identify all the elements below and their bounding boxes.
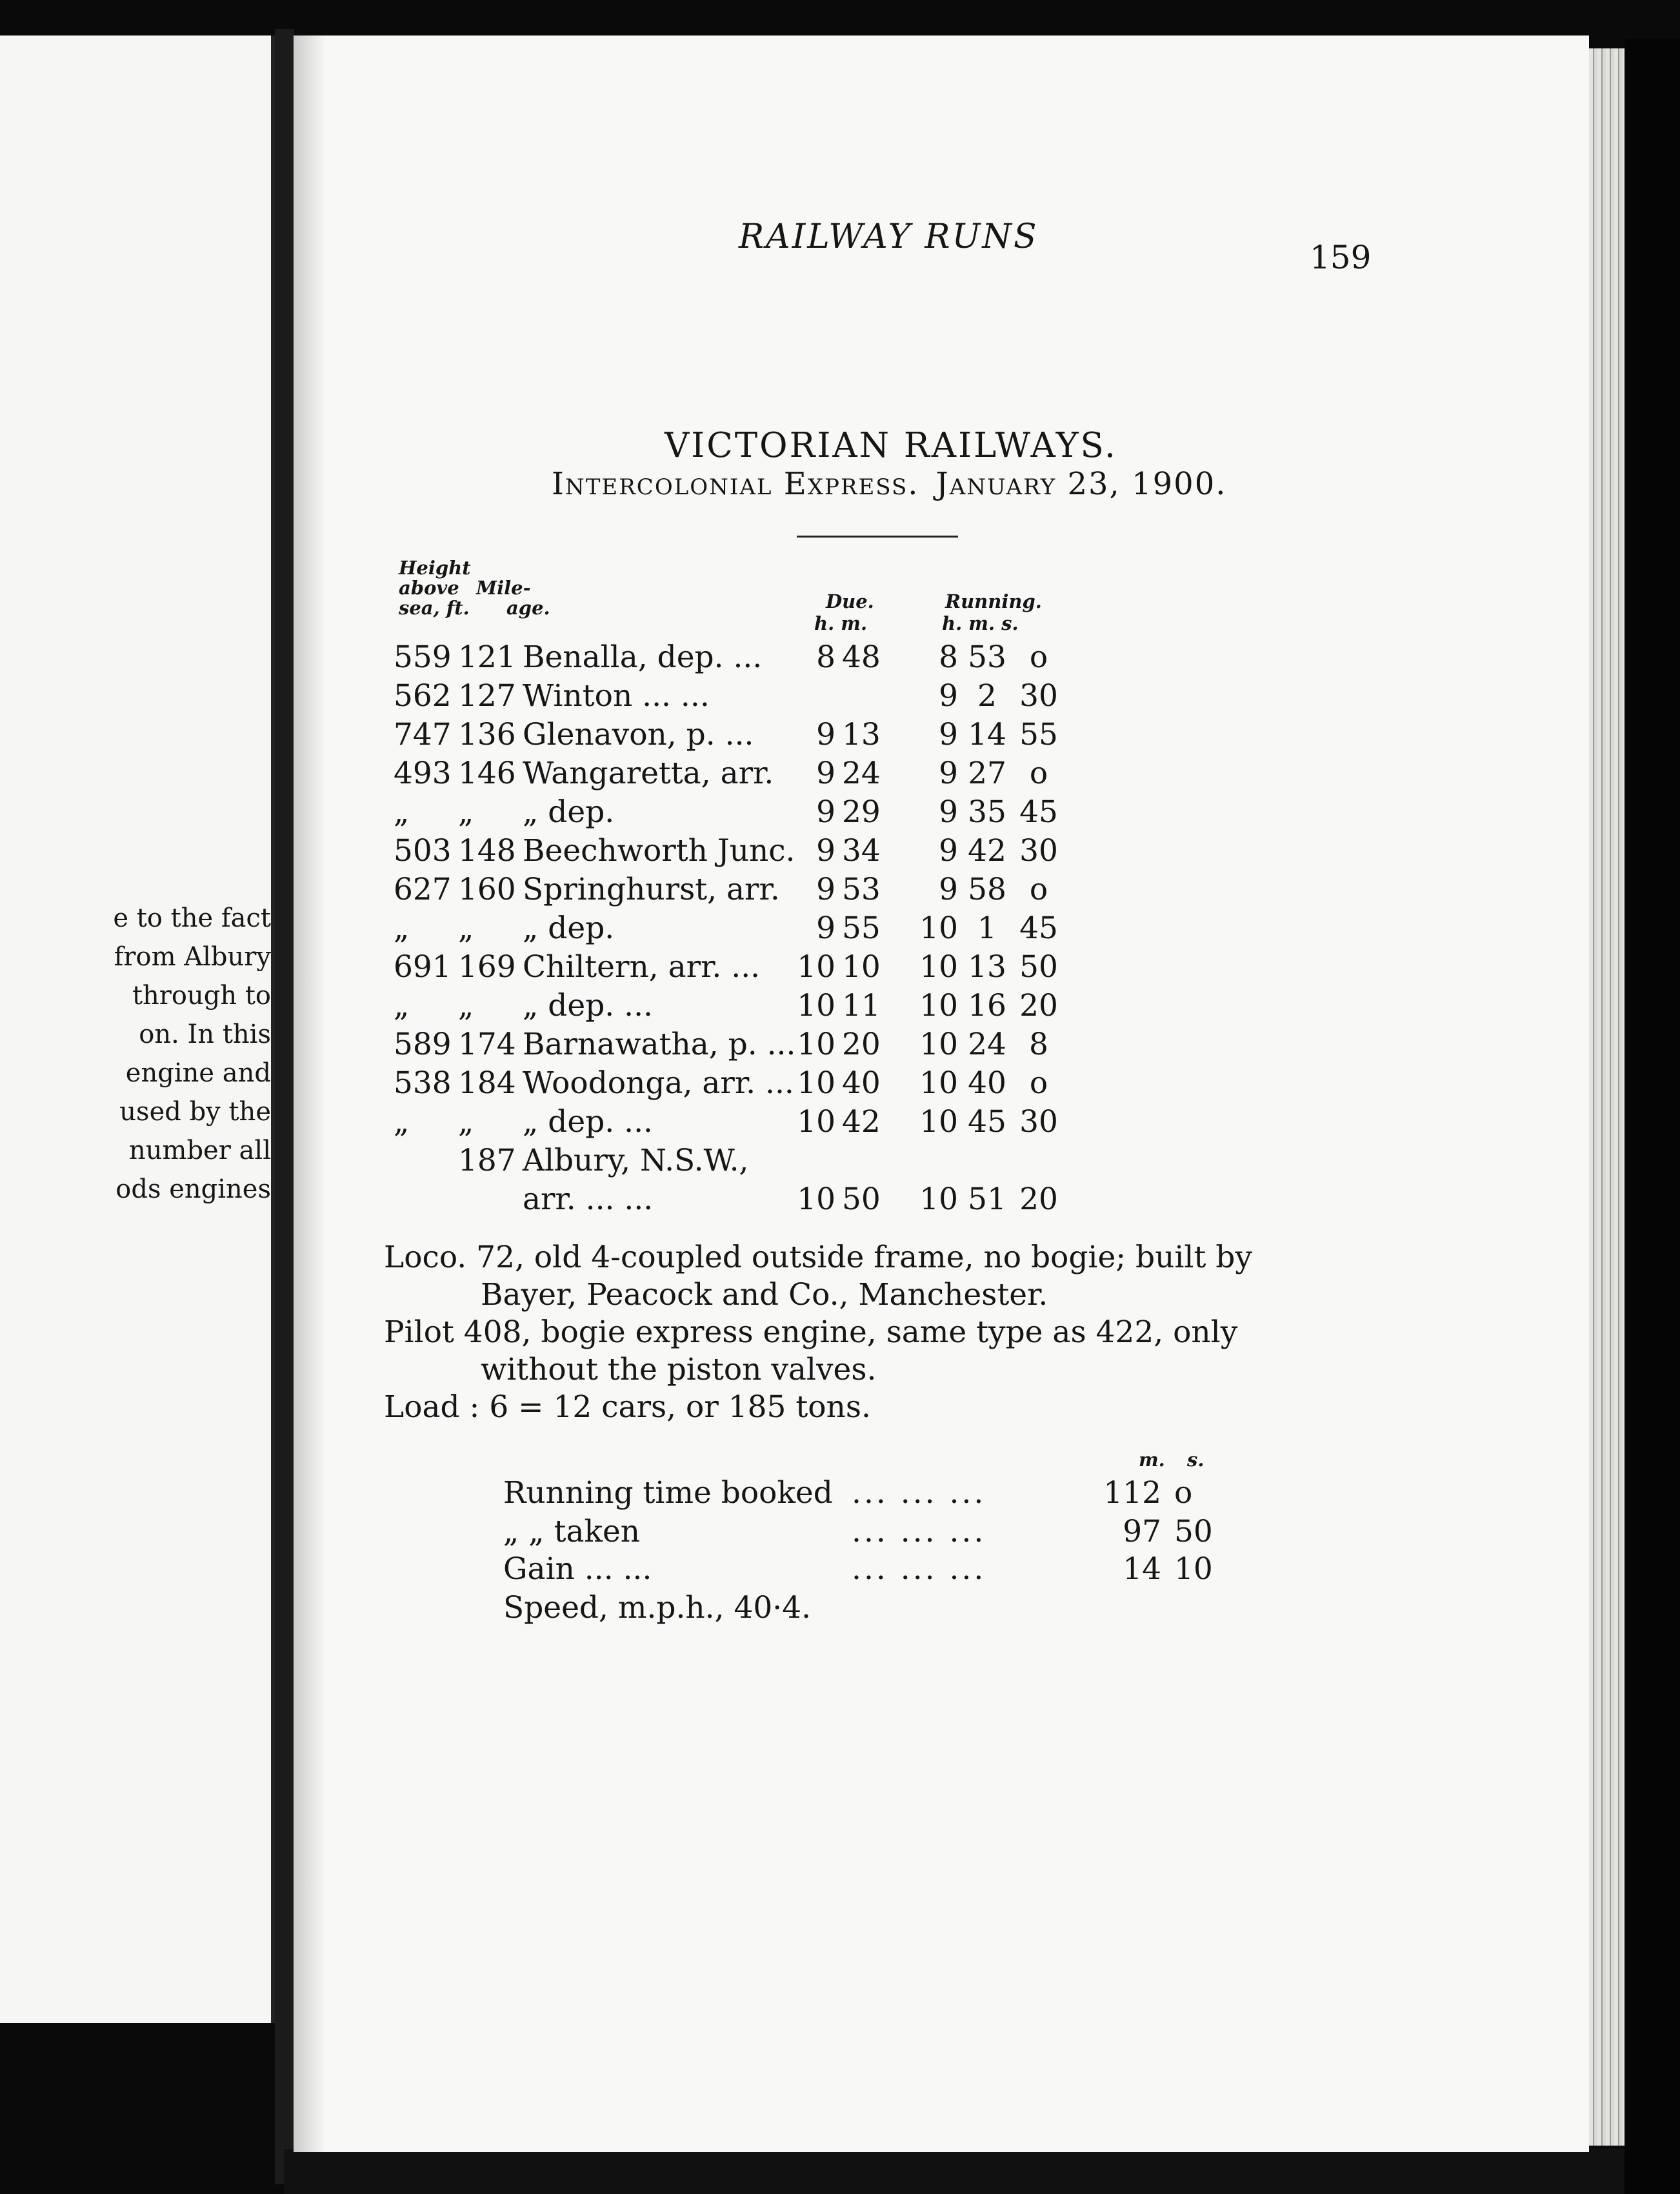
cell-due-hours: 9 [816,756,835,791]
stats-seconds: o [1174,1475,1193,1511]
cell-mileage: „ [458,911,474,946]
cell-running-hours: 9 [939,872,958,907]
left-page-line: from Albury [114,942,271,972]
table-row [0,755,1290,794]
left-page-line: ods engines [115,1174,271,1204]
cell-running-minutes: 14 [968,717,1006,752]
cell-due-hours: 10 [797,988,835,1023]
cell-running-hours: 10 [919,1027,958,1062]
cell-mileage: 174 [458,1027,516,1062]
stats-leader-dots: ... ... ... [852,1551,986,1587]
table-row [0,1181,1290,1220]
cell-mileage: 146 [458,756,516,791]
header-running: Running. [945,590,1042,612]
cell-station: Barnawatha, p. ... [523,1027,796,1062]
notes [384,1239,1352,1426]
left-page-line: engine and [125,1058,271,1088]
cell-running-seconds: 20 [1019,988,1058,1023]
cell-station: „ dep. [523,911,615,946]
cell-running-minutes: 51 [968,1182,1006,1217]
page-edges [1589,48,1625,2146]
cell-height: „ [394,1104,410,1140]
cell-running-seconds: o [1029,756,1048,791]
cell-due-hours: 9 [816,717,835,752]
cell-mileage: „ [458,988,474,1023]
stats-minutes: 112 [1103,1475,1161,1511]
stats-minutes: 97 [1123,1514,1161,1549]
cell-running-minutes: 58 [968,872,1006,907]
cell-mileage: 127 [458,678,516,714]
cell-station: „ dep. ... [523,1104,653,1140]
cell-mileage: „ [458,794,474,830]
left-page-line: number all [129,1136,271,1165]
stats-leader-dots: ... ... ... [852,1475,986,1511]
cell-running-seconds: o [1029,872,1048,907]
cell-running-hours: 10 [919,1065,958,1101]
cell-mileage: 148 [458,833,516,869]
table-row [0,1142,1290,1181]
cell-due-minutes: 11 [842,988,881,1023]
cell-station: Albury, N.S.W., [523,1143,749,1178]
cell-running-hours: 10 [919,1182,958,1217]
cell-running-seconds: 30 [1019,1104,1058,1140]
left-page-line: e to the fact [113,903,271,933]
cell-station: „ dep. ... [523,988,653,1023]
cell-running-hours: 9 [939,833,958,869]
cell-running-minutes: 35 [968,794,1006,830]
cell-due-minutes: 50 [842,1182,881,1217]
cell-running-hours: 10 [919,911,958,946]
note-pilot: Pilot 408, bogie express engine, same type as 422, only without the piston valves. [384,1314,1238,1387]
cell-due-hours: 9 [816,872,835,907]
cell-mileage: „ [458,1104,474,1140]
cell-due-hours: 9 [816,911,835,946]
page-number: 159 [1310,239,1372,276]
header-sea-ft: sea, ft. [399,597,470,619]
table-row [0,794,1290,832]
note-loco: Loco. 72, old 4-coupled outside frame, no bogie; built by Bayer, Peacock and Co., Manchester. [384,1240,1252,1313]
cell-mileage: 121 [458,639,516,675]
stats-label: Running time booked [503,1475,833,1511]
cell-mileage: 136 [458,717,516,752]
cell-height: „ [394,911,410,946]
section-title: VICTORIAN RAILWAYS. [665,426,1117,465]
cell-running-minutes: 1 [977,911,997,946]
cell-running-hours: 9 [939,678,958,714]
cell-due-minutes: 55 [842,911,881,946]
cell-running-seconds: 8 [1029,1027,1048,1062]
cell-height: 538 [394,1065,452,1101]
cell-running-seconds: 55 [1019,717,1058,752]
cell-running-hours: 9 [939,717,958,752]
cell-station: Chiltern, arr. ... [523,949,761,985]
cell-running-minutes: 16 [968,988,1006,1023]
cell-running-seconds: 20 [1019,1182,1058,1217]
cell-height: 589 [394,1027,452,1062]
cell-running-seconds: 50 [1019,949,1058,985]
train-name: Intercolonial Express. [552,466,919,502]
cell-due-hours: 9 [816,833,835,869]
cell-station: Beechworth Junc. [523,833,795,869]
left-page-line: through to [132,981,271,1011]
table-row [0,910,1290,949]
stats-row [503,1551,1277,1589]
cell-running-minutes: 24 [968,1027,1006,1062]
cell-height: 691 [394,949,452,985]
run-date: January 23, 1900. [935,466,1227,502]
cell-running-seconds: 45 [1019,794,1058,830]
cell-due-minutes: 48 [842,639,881,675]
cell-running-minutes: 13 [968,949,1006,985]
stats-label: „ „ taken [503,1514,641,1549]
cell-running-minutes: 2 [977,678,997,714]
cell-due-minutes: 53 [842,872,881,907]
table-row [0,1103,1290,1142]
cell-height: „ [394,988,410,1023]
cell-height: 562 [394,678,452,714]
cell-station: Springhurst, arr. [523,872,780,907]
cell-due-hours: 10 [797,1104,835,1140]
stats-leader-dots: ... ... ... [852,1514,986,1549]
stats-label: Gain ... ... [503,1551,652,1587]
header-above: above [399,577,459,599]
stats-minutes: 14 [1123,1551,1161,1587]
cell-due-hours: 10 [797,949,835,985]
cell-height: 627 [394,872,452,907]
header-height: Height [399,557,471,579]
cell-running-minutes: 27 [968,756,1006,791]
cell-running-hours: 10 [919,949,958,985]
table-row [0,832,1290,871]
table-row [0,1065,1290,1103]
header-due: Due. [826,590,874,612]
table-row [0,871,1290,910]
cell-station: arr. ... ... [523,1182,654,1217]
cell-height: 493 [394,756,452,791]
cell-running-seconds: o [1029,639,1048,675]
cell-station: Winton ... ... [523,678,710,714]
running-head: RAILWAY RUNS [739,217,1039,256]
stats-unit-m: m. [1139,1449,1165,1471]
left-page-line: on. In this [139,1020,271,1049]
cell-station: Glenavon, p. ... [523,717,754,752]
stats-label: Speed, m.p.h., 40·4. [503,1590,812,1625]
cell-due-hours: 8 [816,639,835,675]
header-due-units: h. m. [814,612,868,634]
table-row [0,949,1290,987]
table-row [0,1026,1290,1065]
cell-running-seconds: o [1029,1065,1048,1101]
cell-running-seconds: 30 [1019,678,1058,714]
table-row [0,716,1290,755]
cell-due-hours: 10 [797,1065,835,1101]
cell-due-minutes: 40 [842,1065,881,1101]
cell-due-minutes: 42 [842,1104,881,1140]
stats-row [503,1474,1277,1513]
stats-seconds: 10 [1174,1551,1213,1587]
table-row [0,987,1290,1026]
cell-running-minutes: 53 [968,639,1006,675]
table-row [0,678,1290,716]
cell-mileage: 160 [458,872,516,907]
cell-station: Wangaretta, arr. [523,756,774,791]
header-mileage-age: age. [506,597,550,619]
cell-mileage: 187 [458,1143,516,1178]
cell-running-hours: 10 [919,988,958,1023]
cell-height: 559 [394,639,452,675]
cell-due-minutes: 34 [842,833,881,869]
stats-unit-s: s. [1187,1449,1205,1471]
title-rule [797,536,958,538]
left-page-line: used by the [119,1097,271,1127]
cell-running-minutes: 42 [968,833,1006,869]
cell-due-minutes: 29 [842,794,881,830]
cell-running-minutes: 40 [968,1065,1006,1101]
stats-row [503,1589,1277,1628]
cell-height: 503 [394,833,452,869]
note-load: Load : 6 = 12 cars, or 185 tons. [384,1389,871,1425]
cell-running-seconds: 30 [1019,833,1058,869]
cell-due-minutes: 24 [842,756,881,791]
bottom-shadow [284,2149,1639,2194]
cell-running-hours: 8 [939,639,958,675]
table-row [0,639,1290,678]
cell-running-minutes: 45 [968,1104,1006,1140]
cell-due-minutes: 10 [842,949,881,985]
stats-seconds: 50 [1174,1514,1213,1549]
cell-due-minutes: 13 [842,717,881,752]
cell-mileage: 184 [458,1065,516,1101]
stats-row [503,1513,1277,1552]
cell-due-hours: 9 [816,794,835,830]
header-running-units: h. m. s. [942,612,1019,634]
cell-height: „ [394,794,410,830]
cell-due-minutes: 20 [842,1027,881,1062]
cell-mileage: 169 [458,949,516,985]
section-subtitle [552,466,1227,502]
cell-station: Benalla, dep. ... [523,639,763,675]
cell-running-hours: 10 [919,1104,958,1140]
header-mileage: Mile- [476,577,531,599]
cell-height: 747 [394,717,452,752]
cell-due-hours: 10 [797,1182,835,1217]
cell-running-hours: 9 [939,794,958,830]
cell-station: „ dep. [523,794,615,830]
background-edge [1625,39,1680,2194]
cell-station: Woodonga, arr. ... [523,1065,794,1101]
cell-running-hours: 9 [939,756,958,791]
cell-due-hours: 10 [797,1027,835,1062]
cell-running-seconds: 45 [1019,911,1058,946]
